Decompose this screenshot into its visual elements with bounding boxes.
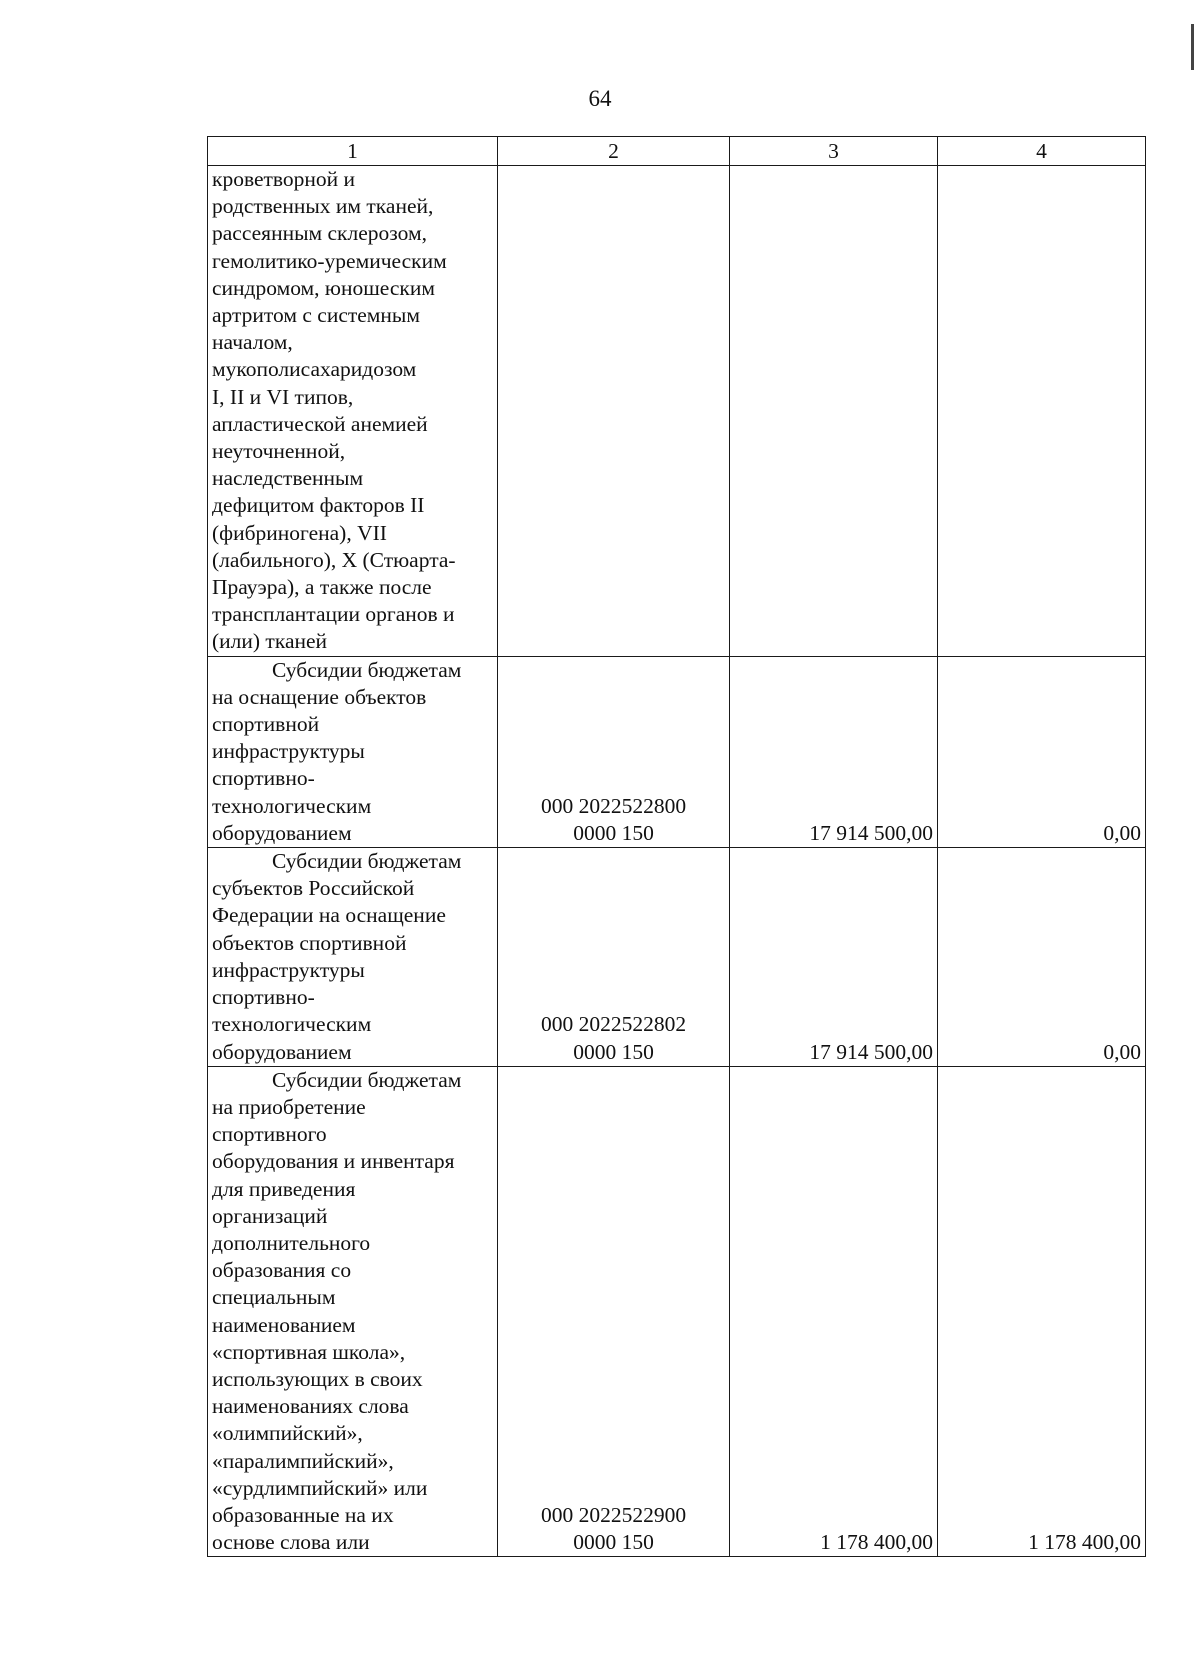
description-line: (или) тканей xyxy=(212,629,328,654)
description-line: I, II и VI типов, xyxy=(212,384,354,409)
description-line: организаций xyxy=(212,1203,328,1228)
column-header-2: 2 xyxy=(498,137,730,166)
description-line: образованные на их xyxy=(212,1502,394,1527)
header-row xyxy=(208,137,1146,166)
row-budget-code xyxy=(498,166,730,657)
row-value-col4 xyxy=(938,166,1146,657)
description-line: технологическим xyxy=(212,793,372,818)
row-value-col4: 0,00 xyxy=(938,656,1146,847)
row-budget-code xyxy=(498,848,730,1067)
description-line: Субсидии бюджетам xyxy=(272,849,462,874)
budget-code-line: 000 2022522802 xyxy=(540,1012,687,1037)
table-body xyxy=(208,166,1146,1557)
description-line: объектов спортивной xyxy=(212,930,407,955)
row-value-col3 xyxy=(730,166,938,657)
description-line: (лабильного), X (Стюарта- xyxy=(212,547,456,572)
description-line: дефицитом факторов II xyxy=(212,493,425,518)
description-line: «олимпийский», xyxy=(212,1421,363,1446)
row-budget-code xyxy=(498,1066,730,1557)
budget-code-line: 0000 150 xyxy=(573,820,654,845)
description-line: Прауэра), а также после xyxy=(212,575,432,600)
column-header-3: 3 xyxy=(730,137,938,166)
description-line: началом, xyxy=(212,330,293,355)
description-line: наименованиях слова xyxy=(212,1394,409,1419)
description-line: использующих в своих xyxy=(212,1366,423,1391)
description-line: трансплантации органов и xyxy=(212,602,455,627)
row-value-col3: 1 178 400,00 xyxy=(730,1066,938,1557)
budget-table xyxy=(207,136,1146,1557)
description-line: образования со xyxy=(212,1258,352,1283)
description-line: «паралимпийский», xyxy=(212,1448,394,1473)
description-line: апластической анемией xyxy=(212,411,428,436)
description-line: наследственным xyxy=(212,466,364,491)
description-line: (фибриногена), VII xyxy=(212,520,387,545)
row-description xyxy=(208,656,498,847)
column-header-4: 4 xyxy=(938,137,1146,166)
description-line: специальным xyxy=(212,1285,336,1310)
description-line: «спортивная школа», xyxy=(212,1339,406,1364)
budget-code-line: 0000 150 xyxy=(573,1039,654,1064)
description-line: синдромом, юношеским xyxy=(212,275,435,300)
row-description xyxy=(208,166,498,657)
description-line: «сурдлимпийский» или xyxy=(212,1475,428,1500)
description-line: Федерации на оснащение xyxy=(212,903,446,928)
page-number-wrapper xyxy=(0,86,1200,112)
description-line: спортивно- xyxy=(212,766,315,791)
budget-code-line: 000 2022522900 xyxy=(540,1502,687,1527)
description-line: инфраструктуры xyxy=(212,957,365,982)
description-line: субъектов Российской xyxy=(212,876,415,901)
budget-code-line: 0000 150 xyxy=(573,1530,654,1555)
description-line: оборудованием xyxy=(212,1039,352,1064)
table-row xyxy=(208,1066,1146,1557)
row-value-col3: 17 914 500,00 xyxy=(730,848,938,1067)
description-line: артритом с системным xyxy=(212,303,420,328)
description-line: Субсидии бюджетам xyxy=(272,657,462,682)
description-line: родственных им тканей, xyxy=(212,194,434,219)
row-value-col3: 17 914 500,00 xyxy=(730,656,938,847)
description-line: оборудованием xyxy=(212,820,352,845)
description-line: спортивной xyxy=(212,712,320,737)
row-value-col4: 1 178 400,00 xyxy=(938,1066,1146,1557)
budget-code-line: 000 2022522800 xyxy=(540,793,687,818)
description-line: спортивно- xyxy=(212,985,315,1010)
description-line: кроветворной и xyxy=(212,167,356,191)
table-row xyxy=(208,848,1146,1067)
description-line: основе слова или xyxy=(212,1530,370,1555)
description-line: Субсидии бюджетам xyxy=(272,1067,462,1092)
row-description xyxy=(208,1066,498,1557)
description-line: дополнительного xyxy=(212,1230,371,1255)
description-line: рассеянным склерозом, xyxy=(212,221,427,246)
description-line: наименованием xyxy=(212,1312,356,1337)
description-line: на приобретение xyxy=(212,1094,366,1119)
description-line: спортивного xyxy=(212,1122,327,1147)
table-row xyxy=(208,166,1146,657)
row-budget-code xyxy=(498,656,730,847)
description-line: гемолитико-уремическим xyxy=(212,248,447,273)
table-row xyxy=(208,656,1146,847)
description-line: технологическим xyxy=(212,1012,372,1037)
scan-edge-mark xyxy=(1191,24,1194,70)
column-header-1: 1 xyxy=(208,137,498,166)
page-number: 64 xyxy=(588,86,612,111)
row-description xyxy=(208,848,498,1067)
row-value-col4: 0,00 xyxy=(938,848,1146,1067)
description-line: на оснащение объектов xyxy=(212,684,427,709)
description-line: для приведения xyxy=(212,1176,356,1201)
description-line: мукополисахаридозом xyxy=(212,357,417,382)
description-line: инфраструктуры xyxy=(212,739,365,764)
description-line: оборудования и инвентаря xyxy=(212,1149,455,1174)
description-line: неуточненной, xyxy=(212,439,346,464)
